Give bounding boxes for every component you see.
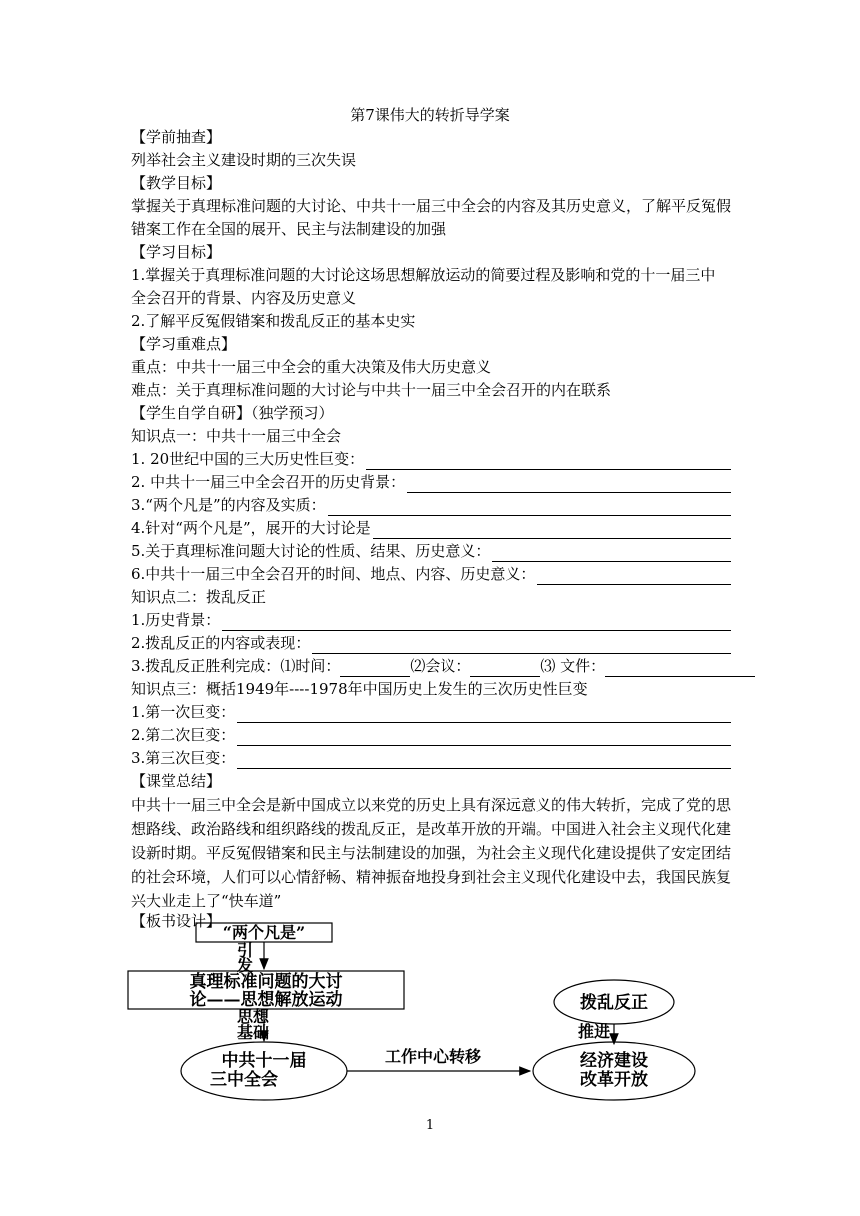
box-truth-debate-line-2: 论——思想解放运动 (189, 990, 343, 1010)
knowledge-point-1: 知识点一：中共十一届三中全会 (131, 427, 342, 445)
ellipse-third-plenum-line-2: 三中全会 (210, 1070, 278, 1090)
question-label: 1. 20世纪中国的三大历史性巨变： (131, 450, 365, 468)
arrow-2-label-a: 思想 (237, 1007, 270, 1026)
question-label: 1.历史背景： (131, 611, 221, 629)
box-two-whatevers-text: “两个凡是” (222, 923, 306, 942)
question-label: 4.针对“两个凡是”，展开的大讨论是 (131, 519, 371, 537)
question-label: 3.“两个凡是”的内容及实质： (131, 496, 326, 514)
preview-heading: 【学前抽查】 (131, 128, 222, 146)
arrow-3-label: 推进 (577, 1022, 611, 1041)
ellipse-economy-reform-line-2: 改革开放 (580, 1070, 648, 1090)
key-point: 重点：中共十一届三中全会的重大决策及伟大历史意义 (131, 358, 492, 376)
time-label: ⑴时间： (280, 657, 341, 675)
question-label: 5.关于真理标准问题大讨论的性质、结果、历史意义： (131, 542, 491, 560)
self-study-heading: 【学生自学自研】（独学预习） (131, 404, 334, 422)
summary-paragraph: 中共十一届三中全会是新中国成立以来党的历史上具有深远意义的伟大转折，完成了党的思想路线、政治路线和组织路线的拨乱反正，是改革开放的开端。中国进入社会主义现代化建设新时期。平反冤假错案和民主与法制建设的加强，为社会主义现代化建设提供了安定团结的社会环境，人们可以心情舒畅、精神振奋地投身到社会主义现代化建设中去，我国民族复兴大业走上了“快车道” (131, 796, 732, 910)
box-truth-debate-line-1: 真理标准问题的大讨 (189, 972, 343, 992)
question-label: 2.拨乱反正的内容或表现： (131, 634, 311, 652)
summary-heading: 【课堂总结】 (131, 772, 222, 790)
question-label: 6.中共十一届三中全会召开的时间、地点、内容、历史意义： (131, 565, 536, 583)
key-points-heading: 【学习重难点】 (131, 335, 237, 353)
ellipse-third-plenum-line-1: 中共十一届 (221, 1051, 307, 1071)
ellipse-bring-order-text: 拨乱反正 (580, 993, 648, 1013)
arrow-1-label-b: 发 (237, 956, 254, 975)
document-label: ⑶ 文件： (540, 657, 606, 675)
teaching-goals-line-1: 掌握关于真理标准问题的大讨论、中共十一届三中全会的内容及其历史意义，了解平反冤假 (131, 197, 732, 215)
arrow-1-label-a: 引 (237, 941, 254, 960)
page-number: 1 (425, 1118, 435, 1133)
learning-goals-heading: 【学习目标】 (131, 243, 222, 261)
page-title: 第7课伟大的转折导学案 (350, 106, 510, 124)
arrow-2-label-b: 基础 (237, 1023, 270, 1042)
difficult-point: 难点：关于真理标准问题的大讨论与中共十一届三中全会召开的内在联系 (131, 381, 612, 399)
question-label: 3.拨乱反正胜利完成： (131, 657, 281, 675)
ellipse-economy-reform-line-1: 经济建设 (580, 1051, 648, 1071)
learning-goal-1b: 全会召开的背景、内容及历史意义 (131, 289, 357, 307)
question-label: 3.第三次巨变： (131, 749, 236, 767)
arrow-right-label: 工作中心转移 (384, 1047, 482, 1066)
question-label: 2.第二次巨变： (131, 726, 236, 744)
teaching-goals-heading: 【教学目标】 (131, 174, 222, 192)
meeting-label: ⑵会议： (410, 657, 471, 675)
question-label: 2. 中共十一届三中全会召开的历史背景： (131, 473, 406, 491)
learning-goal-2: 2.了解平反冤假错案和拨乱反正的基本史实 (131, 312, 416, 330)
knowledge-point-3: 知识点三：概括1949年----1978年中国历史上发生的三次历史性巨变 (131, 680, 588, 698)
learning-goal-1a: 1.掌握关于真理标准问题的大讨论这场思想解放运动的简要过程及影响和党的十一届三中 (131, 266, 716, 284)
teaching-goals-line-2: 错案工作在全国的展开、民主与法制建设的加强 (131, 220, 447, 238)
preview-text: 列举社会主义建设时期的三次失误 (131, 151, 357, 169)
board-design-heading: 【板书设计】 (131, 912, 222, 930)
question-label: 1.第一次巨变： (131, 703, 236, 721)
knowledge-point-2: 知识点二：拨乱反正 (131, 588, 267, 606)
